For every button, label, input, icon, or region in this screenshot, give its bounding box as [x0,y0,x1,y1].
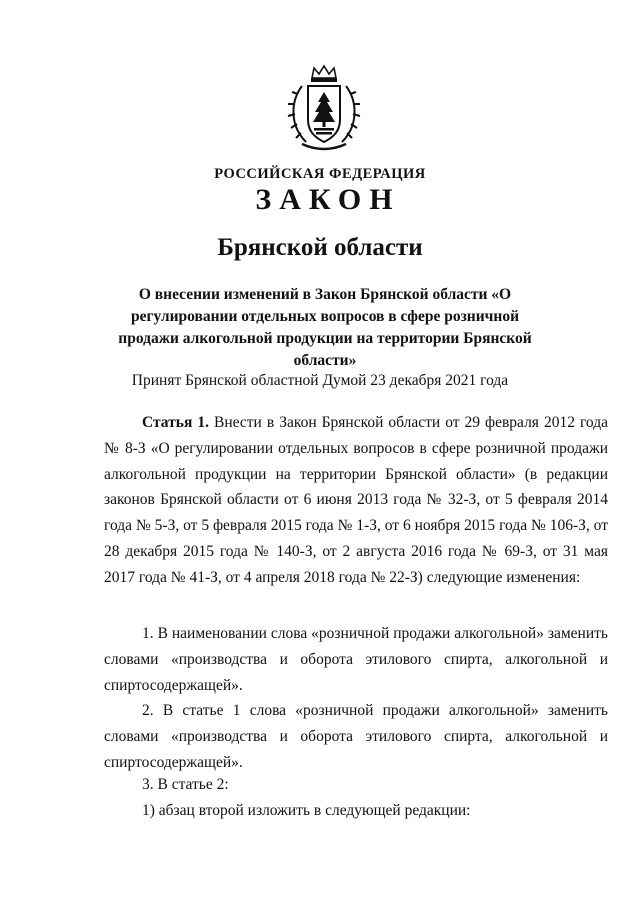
list-item: 1. В наименовании слова «розничной продажи алкогольной» заменить словами «производства и оборота этилового спирта, алкогольной и спиртосодержащей». [104,625,608,694]
article-1-text: Внести в Закон Брянской области от 29 февраля 2012 года № 8-З «О регулировании отдельных вопросов в сфере розничной продажи алкогольной продукции на территории Брянской области» (в редакции законов Брянской области от 6 июня 2013 года № 32-З, от 5 февраля 2014 года № 5-З, от 5 февраля 2015 года № 1-З, от 6 ноября 2015 года № 106-З, от 28 декабря 2015 года № 140-З, от 2 августа 2016 года № 69-З, от 31 мая 2017 года № 41-З, от 4 апреля 2018 года № 22-З) следующие изменения: [104,414,608,586]
federation-heading: РОССИЙСКАЯ ФЕДЕРАЦИЯ [214,166,426,182]
article-1-label: Статья 1. [142,414,209,431]
list-item: 1) абзац второй изложить в следующей редакции: [142,802,471,819]
law-subject-title: О внесении изменений в Закон Брянской области «О регулировании отдельных вопросов в сфере розничной продажи алкогольной продукции на территории Брянской области» [118,286,532,369]
list-item: 3. В статье 2: [142,776,229,793]
coat-of-arms-icon [284,64,364,156]
list-item: 2. В статье 1 слова «розничной продажи алкогольной» заменить словами «производства и оборота этилового спирта, алкогольной и спиртосодержащей». [104,702,608,771]
adoption-line: Принят Брянской областной Думой 23 декабря 2021 года [131,372,509,389]
law-heading: ЗАКОН [255,183,401,216]
article-1-paragraph [104,410,608,591]
region-heading: Брянской области [217,234,423,261]
